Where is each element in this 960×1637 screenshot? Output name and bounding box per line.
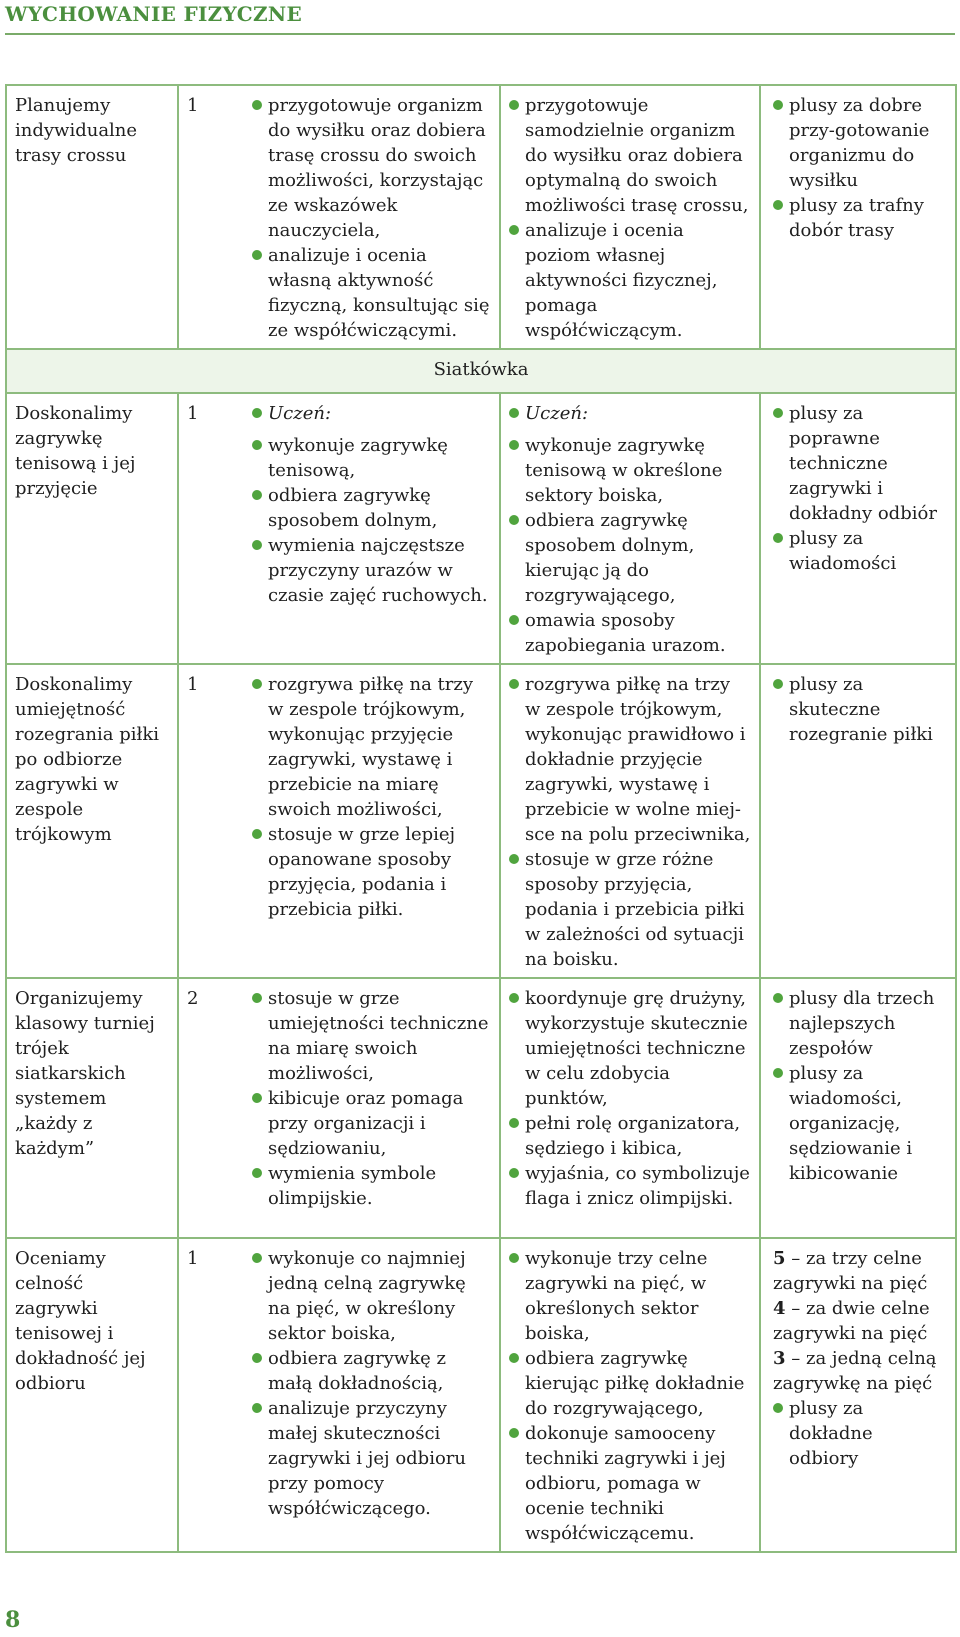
grade-line bbox=[773, 1246, 947, 1296]
list-item: wyjaśnia, co symbolizuje flaga i znicz olimpijski. bbox=[509, 1161, 751, 1211]
section-title: Siatkówka bbox=[6, 349, 956, 393]
list-item: dokonuje samooceny techniki zagrywki i jej odbioru, pomaga w ocenie techniki współćwiczącemu. bbox=[509, 1421, 751, 1546]
list-item: stosuje w grze lepiej opanowane sposoby przyjęcia, podania i przebicia piłki. bbox=[252, 822, 491, 922]
list-item: rozgrywa piłkę na trzy w zespole trójkowym, wykonując przyjęcie zagrywki, wystawę i przebicie na miarę swoich możliwości, bbox=[252, 672, 491, 822]
basic-requirements-cell bbox=[244, 393, 500, 664]
list-item: przygotowuje organizm do wysiłku oraz dobiera trasę crossu do swoich możliwości, korzystając ze wskazówek nauczyciela, bbox=[252, 93, 491, 243]
hours-cell: 2 bbox=[178, 978, 244, 1238]
hours-cell: 1 bbox=[178, 1238, 244, 1552]
list-item: odbiera zagrywkę z małą dokładnością, bbox=[252, 1346, 491, 1396]
topic-cell: Planujemy indywidualne trasy crossu bbox=[6, 85, 178, 349]
hours-cell: 1 bbox=[178, 664, 244, 978]
grade-value: 4 bbox=[773, 1298, 786, 1319]
extended-requirements-cell bbox=[500, 978, 760, 1238]
student-header: Uczeń: bbox=[509, 401, 751, 426]
list-item: pełni rolę organizatora, sędziego i kibica, bbox=[509, 1111, 751, 1161]
list-item: omawia sposoby zapobiegania urazom. bbox=[509, 608, 751, 658]
table-row bbox=[6, 978, 956, 1238]
list-item: przygotowuje samodzielnie organizm do wysiłku oraz dobiera optymalną do swoich możliwości trasę crossu, bbox=[509, 93, 751, 218]
list-item: odbiera zagrywkę kierując piłkę dokładnie do rozgrywającego, bbox=[509, 1346, 751, 1421]
basic-requirements-cell bbox=[244, 664, 500, 978]
list-item: plusy za skuteczne rozegranie piłki bbox=[773, 672, 947, 747]
list-item: plusy za trafny dobór trasy bbox=[773, 193, 947, 243]
grade-line bbox=[773, 1346, 947, 1396]
list-item: plusy za wiadomości bbox=[773, 526, 947, 576]
page-number: 8 bbox=[5, 1607, 21, 1633]
grade-text: – za dwie celne zagrywki na pięć bbox=[773, 1298, 930, 1344]
list-item: wykonuje zagrywkę tenisową, bbox=[252, 433, 491, 483]
assessment-cell bbox=[760, 664, 956, 978]
extended-requirements-cell bbox=[500, 664, 760, 978]
table-row bbox=[6, 1238, 956, 1552]
list-item: analizuje przyczyny małej skuteczności zagrywki i jej odbioru przy pomocy współćwiczącego. bbox=[252, 1396, 491, 1521]
basic-requirements-cell bbox=[244, 1238, 500, 1552]
topic-cell: Oceniamy celność zagrywki tenisowej i dokładność jej odbioru bbox=[6, 1238, 178, 1552]
curriculum-table bbox=[5, 84, 957, 1553]
hours-cell: 1 bbox=[178, 85, 244, 349]
grade-text: – za trzy celne zagrywki na pięć bbox=[773, 1248, 928, 1294]
extended-requirements-cell bbox=[500, 393, 760, 664]
list-item: stosuje w grze różne sposoby przyjęcia, podania i przebicia piłki w zależności od sytuacji na boisku. bbox=[509, 847, 751, 972]
list-item: rozgrywa piłkę na trzy w zespole trójkowym, wykonując prawidłowo i dokładnie przyjęcie zagrywki, wystawę i przebicie w wolne miej-sce na polu przeciwnika, bbox=[509, 672, 751, 847]
topic-cell: Doskonalimy zagrywkę tenisową i jej przyjęcie bbox=[6, 393, 178, 664]
list-item: koordynuje grę drużyny, wykorzystuje skutecznie umiejętności techniczne w celu zdobycia punktów, bbox=[509, 986, 751, 1111]
list-item: stosuje w grze umiejętności techniczne na miarę swoich możliwości, bbox=[252, 986, 491, 1086]
assessment-cell bbox=[760, 978, 956, 1238]
extended-requirements-cell bbox=[500, 85, 760, 349]
list-item: plusy za dobre przy-gotowanie organizmu do wysiłku bbox=[773, 93, 947, 193]
list-item: wymienia najczęstsze przyczyny urazów w czasie zajęć ruchowych. bbox=[252, 533, 491, 608]
list-item: plusy za dokładne odbiory bbox=[773, 1396, 947, 1471]
topic-cell: Doskonalimy umiejętność rozegrania piłki po odbiorze zagrywki w zespole trójkowym bbox=[6, 664, 178, 978]
basic-requirements-cell bbox=[244, 85, 500, 349]
list-item: plusy za wiadomości, organizację, sędziowanie i kibicowanie bbox=[773, 1061, 947, 1186]
list-item: wykonuje zagrywkę tenisową w określone sektory boiska, bbox=[509, 433, 751, 508]
list-item: plusy dla trzech najlepszych zespołów bbox=[773, 986, 947, 1061]
assessment-cell bbox=[760, 393, 956, 664]
extended-requirements-cell bbox=[500, 1238, 760, 1552]
grade-value: 3 bbox=[773, 1348, 786, 1369]
list-item: plusy za poprawne techniczne zagrywki i dokładny odbiór bbox=[773, 401, 947, 526]
list-item: odbiera zagrywkę sposobem dolnym, bbox=[252, 483, 491, 533]
table-row bbox=[6, 85, 956, 349]
list-item: kibicuje oraz pomaga przy organizacji i sędziowaniu, bbox=[252, 1086, 491, 1161]
list-item: odbiera zagrywkę sposobem dolnym, kierując ją do rozgrywającego, bbox=[509, 508, 751, 608]
assessment-cell bbox=[760, 85, 956, 349]
section-row bbox=[6, 349, 956, 393]
list-item: wykonuje co najmniej jedną celną zagrywkę na pięć, w określony sektor boiska, bbox=[252, 1246, 491, 1346]
assessment-cell bbox=[760, 1238, 956, 1552]
student-header: Uczeń: bbox=[252, 401, 491, 426]
grade-value: 5 bbox=[773, 1248, 786, 1269]
hours-cell: 1 bbox=[178, 393, 244, 664]
table-row bbox=[6, 393, 956, 664]
header-divider bbox=[5, 33, 955, 35]
grade-line bbox=[773, 1296, 947, 1346]
basic-requirements-cell bbox=[244, 978, 500, 1238]
list-item: analizuje i ocenia poziom własnej aktywności fizycznej, pomaga współćwiczącym. bbox=[509, 218, 751, 343]
topic-cell: Organizujemy klasowy turniej trójek siatkarskich systemem „każdy z każdym” bbox=[6, 978, 178, 1238]
grade-text: – za jedną celną zagrywkę na pięć bbox=[773, 1348, 937, 1394]
header-title: WYCHOWANIE FIZYCZNE bbox=[5, 2, 302, 26]
list-item: wymienia symbole olimpijskie. bbox=[252, 1161, 491, 1211]
list-item: analizuje i ocenia własną aktywność fizyczną, konsultując się ze współćwiczącymi. bbox=[252, 243, 491, 343]
table-row bbox=[6, 664, 956, 978]
list-item: wykonuje trzy celne zagrywki na pięć, w określonych sektor boiska, bbox=[509, 1246, 751, 1346]
